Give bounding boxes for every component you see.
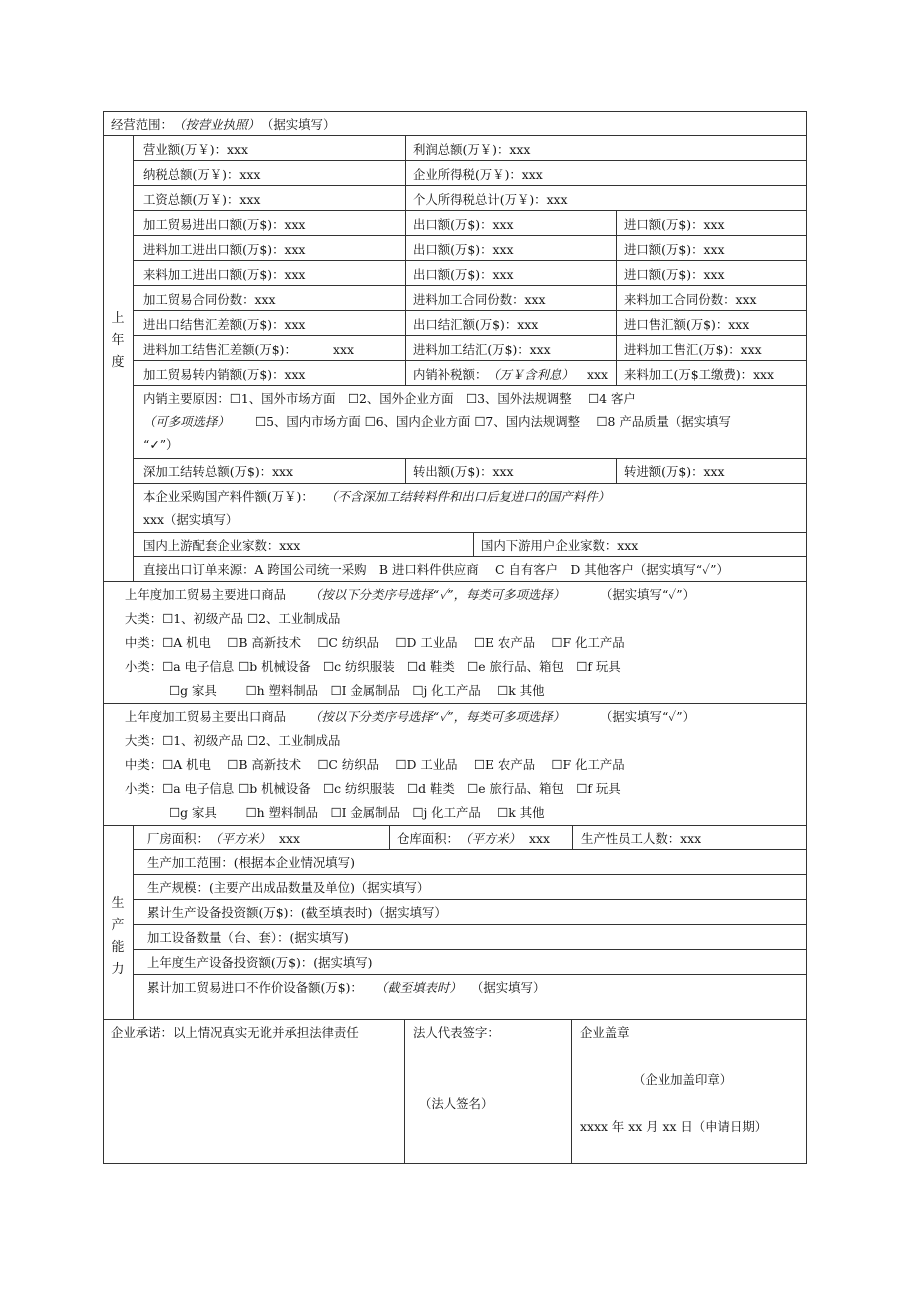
- exports-big: 大类：☐1、初级产品 ☐2、工业制成品: [125, 733, 341, 748]
- exports-title: 上年度加工贸易主要出口商品: [125, 709, 287, 724]
- profit: 利润总额(万￥)：xxx: [413, 142, 531, 157]
- factory-area-hint: （平方米）: [209, 831, 271, 846]
- exports-mid: 中类：☐A 机电 ☐B 高新技术 ☐C 纺织品 ☐D 工业品 ☐E 农产品 ☐F 化工产品: [125, 757, 625, 772]
- equipment-count: 加工设备数量（台、套）：(据实填写): [147, 930, 349, 945]
- capacity-side-label: 生 产 能 力: [111, 896, 125, 977]
- scope-hint: （按营业执照）: [173, 117, 260, 132]
- imports-hint: （按以下分类序号选择“✓”，每类可多项选择）: [309, 587, 566, 602]
- fx-balance: 进出口结售汇差额(万$)：xxx: [143, 317, 306, 332]
- downstream-count: 国内下游用户企业家数：xxx: [481, 538, 639, 553]
- deep-total: 深加工结转总额(万$)：xxx: [143, 464, 294, 479]
- domestic-sales: 加工贸易转内销额(万$)：xxx: [143, 367, 306, 382]
- purchase-hint: （不含深加工结转料件和出口后复进口的国产料件）: [325, 489, 610, 504]
- feed-export: 出口额(万$)：xxx: [413, 242, 514, 257]
- factory-area-label: 厂房面积：: [147, 831, 209, 846]
- import-equipment-fill: （据实填写）: [471, 980, 546, 995]
- legal-rep-signature: （法人签名）: [419, 1096, 494, 1111]
- trade-total: 加工贸易进出口额(万$)：xxx: [143, 217, 306, 232]
- feed-settle: 进料加工结汇(万$)：xxx: [413, 342, 551, 357]
- wage-total: 工资总额(万￥)：xxx: [143, 192, 261, 207]
- upstream-count: 国内上游配套企业家数：xxx: [143, 538, 301, 553]
- transfer-in: 转进额(万$)：xxx: [624, 464, 725, 479]
- order-source: 直接出口订单来源：A 跨国公司统一采购 B 进口料件供应商 C 自有客户 D 其他客户（据实填写“✓”）: [143, 562, 729, 577]
- transfer-out: 转出额(万$)：xxx: [413, 464, 514, 479]
- supplement-tax-value: xxx: [587, 367, 608, 382]
- imports-title: 上年度加工贸易主要进口商品: [125, 587, 287, 602]
- factory-area-value: xxx: [279, 831, 300, 846]
- purchase-value: xxx（据实填写）: [143, 512, 239, 527]
- export-settle: 出口结汇额(万$)：xxx: [413, 317, 539, 332]
- feed-import: 进口额(万$)：xxx: [624, 242, 725, 257]
- supplement-tax-label: 内销补税额：: [413, 367, 488, 382]
- tax-total: 纳税总额(万￥)：xxx: [143, 167, 261, 182]
- reasons-line2: ☐5、国内市场方面 ☐6、国内企业方面 ☐7、国内法规调整 ☐8 产品质量（据实填写: [255, 414, 731, 429]
- consign-total: 来料加工进出口额(万$)：xxx: [143, 267, 306, 282]
- warehouse-area-label: 仓库面积：: [397, 831, 459, 846]
- consign-contract-count: 来料加工合同份数：xxx: [624, 292, 757, 307]
- imports-small1: 小类：☐a 电子信息 ☐b 机械设备 ☐c 纺织服装 ☐d 鞋类 ☐e 旅行品、箱包 ☐f 玩具: [125, 659, 621, 674]
- legal-rep-label: 法人代表签字：: [413, 1025, 500, 1040]
- reasons-hint: （可多项选择）: [143, 414, 230, 429]
- last-year-side-label: 上 年 度: [111, 311, 125, 370]
- seal-hint: （企业加盖印章）: [633, 1072, 733, 1087]
- import-sale: 进口售汇额(万$)：xxx: [624, 317, 750, 332]
- contract-count: 加工贸易合同份数：xxx: [143, 292, 276, 307]
- exports-hint: （按以下分类序号选择“✓”，每类可多项选择）: [309, 709, 566, 724]
- equipment-invest-total: 累计生产设备投资额(万$)：(截至填表时)（据实填写）: [147, 905, 447, 920]
- import-equipment-hint: （截至填表时）: [375, 980, 462, 995]
- trade-export: 出口额(万$)：xxx: [413, 217, 514, 232]
- production-scope: 生产加工范围：(根据本企业情况填写): [147, 855, 355, 870]
- exports-small2: ☐g 家具 ☐h 塑料制品 ☐I 金属制品 ☐j 化工产品 ☐k 其他: [169, 805, 545, 820]
- equipment-invest-last: 上年度生产设备投资额(万$)：(据实填写): [147, 955, 373, 970]
- warehouse-area-hint: （平方米）: [459, 831, 521, 846]
- worker-count: 生产性员工人数：xxx: [581, 831, 702, 846]
- feed-fx-balance: 进料加工结售汇差额(万$)：: [143, 342, 297, 357]
- corporate-tax: 企业所得税(万￥)：xxx: [413, 167, 543, 182]
- personal-tax: 个人所得税总计(万￥)：xxx: [413, 192, 568, 207]
- consign-fee: 来料加工(万$工缴费)：xxx: [624, 367, 775, 382]
- application-date: xxxx 年 xx 月 xx 日（申请日期）: [580, 1119, 768, 1134]
- scope-label: 经营范围：: [111, 117, 173, 132]
- enterprise-promise: 企业承诺：以上情况真实无讹并承担法律责任: [111, 1025, 359, 1040]
- revenue: 营业额(万￥)：xxx: [143, 142, 248, 157]
- feed-fx-balance-value: xxx: [333, 342, 354, 357]
- exports-fill: （据实填写“✓”）: [600, 709, 696, 724]
- scope-fill: （据实填写）: [261, 117, 336, 132]
- exports-small1: 小类：☐a 电子信息 ☐b 机械设备 ☐c 纺织服装 ☐d 鞋类 ☐e 旅行品、箱包 ☐f 玩具: [125, 781, 621, 796]
- supplement-tax-hint: （万￥含利息）: [487, 367, 574, 382]
- imports-big: 大类：☐1、初级产品 ☐2、工业制成品: [125, 611, 341, 626]
- imports-fill: （据实填写“✓”）: [600, 587, 696, 602]
- imports-mid: 中类：☐A 机电 ☐B 高新技术 ☐C 纺织品 ☐D 工业品 ☐E 农产品 ☐F 化工产品: [125, 635, 625, 650]
- imports-small2: ☐g 家具 ☐h 塑料制品 ☐I 金属制品 ☐j 化工产品 ☐k 其他: [169, 683, 545, 698]
- production-scale: 生产规模：(主要产出成品数量及单位)（据实填写）: [147, 880, 430, 895]
- purchase-label: 本企业采购国产料件额(万￥)：: [143, 489, 314, 504]
- import-equipment-label: 累计加工贸易进口不作价设备额(万$)：: [147, 980, 363, 995]
- application-form: [103, 111, 807, 1164]
- trade-import: 进口额(万$)：xxx: [624, 217, 725, 232]
- reasons-line1: 内销主要原因：☐1、国外市场方面 ☐2、国外企业方面 ☐3、国外法规调整 ☐4 客户: [143, 391, 636, 406]
- warehouse-area-value: xxx: [529, 831, 550, 846]
- feed-sale: 进料加工售汇(万$)：xxx: [624, 342, 762, 357]
- feed-contract-count: 进料加工合同份数：xxx: [413, 292, 546, 307]
- consign-export: 出口额(万$)：xxx: [413, 267, 514, 282]
- reasons-line3: “✓”）: [143, 437, 179, 452]
- seal-label: 企业盖章: [580, 1025, 630, 1040]
- consign-import: 进口额(万$)：xxx: [624, 267, 725, 282]
- feed-total: 进料加工进出口额(万$)：xxx: [143, 242, 306, 257]
